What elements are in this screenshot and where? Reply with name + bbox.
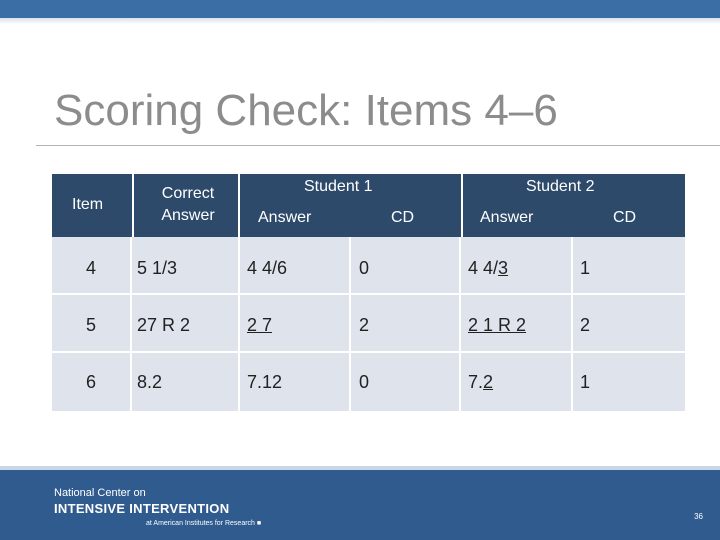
student1-answer: 2 7 [247, 315, 273, 335]
row-item: 4 [86, 258, 97, 278]
student1-answer: 4 4/6 [247, 258, 288, 278]
student2-answer: 2 1 R 2 [468, 315, 527, 335]
column-divider [349, 237, 351, 411]
student2-cd: 1 [580, 258, 591, 278]
header-student1-cd: CD [391, 209, 415, 226]
top-band [0, 0, 720, 18]
row-correct-answer: 5 1/3 [137, 258, 178, 278]
student1-cd: 2 [359, 315, 370, 335]
student1-cd: 0 [359, 372, 370, 392]
scoring-table [52, 174, 685, 411]
row-correct-answer: 27 R 2 [137, 315, 191, 335]
student2-answer: 7.2 [468, 372, 494, 392]
header-divider [132, 174, 134, 237]
row-divider [52, 293, 685, 295]
header-student2: Student 2 [526, 178, 595, 195]
column-divider [238, 237, 240, 411]
header-student1: Student 1 [304, 178, 373, 195]
header-item: Item [72, 196, 104, 213]
row-item: 5 [86, 315, 97, 335]
header-divider [461, 174, 463, 237]
student2-cd: 2 [580, 315, 591, 335]
org-name-line1: National Center on [54, 487, 146, 499]
top-band-shadow [0, 18, 720, 24]
column-divider [459, 237, 461, 411]
page-number: 36 [694, 512, 703, 521]
slide-title: Scoring Check: Items 4–6 [54, 86, 558, 135]
title-divider [36, 145, 720, 146]
row-divider [52, 351, 685, 353]
header-divider [238, 174, 240, 237]
row-item: 6 [86, 372, 97, 392]
student1-cd: 0 [359, 258, 370, 278]
row-correct-answer: 8.2 [137, 372, 163, 392]
header-student2-answer: Answer [480, 209, 534, 226]
header-student2-cd: CD [613, 209, 637, 226]
column-divider [130, 237, 132, 411]
student2-cd: 1 [580, 372, 591, 392]
student1-answer: 7.12 [247, 372, 283, 392]
org-name-line2: INTENSIVE INTERVENTION [54, 501, 230, 516]
column-divider [571, 237, 573, 411]
org-name-line3: at American Institutes for Research ■ [146, 520, 262, 527]
header-correct-answer: Correct Answer [161, 185, 215, 224]
student2-answer: 4 4/3 [468, 258, 509, 278]
header-student1-answer: Answer [258, 209, 312, 226]
